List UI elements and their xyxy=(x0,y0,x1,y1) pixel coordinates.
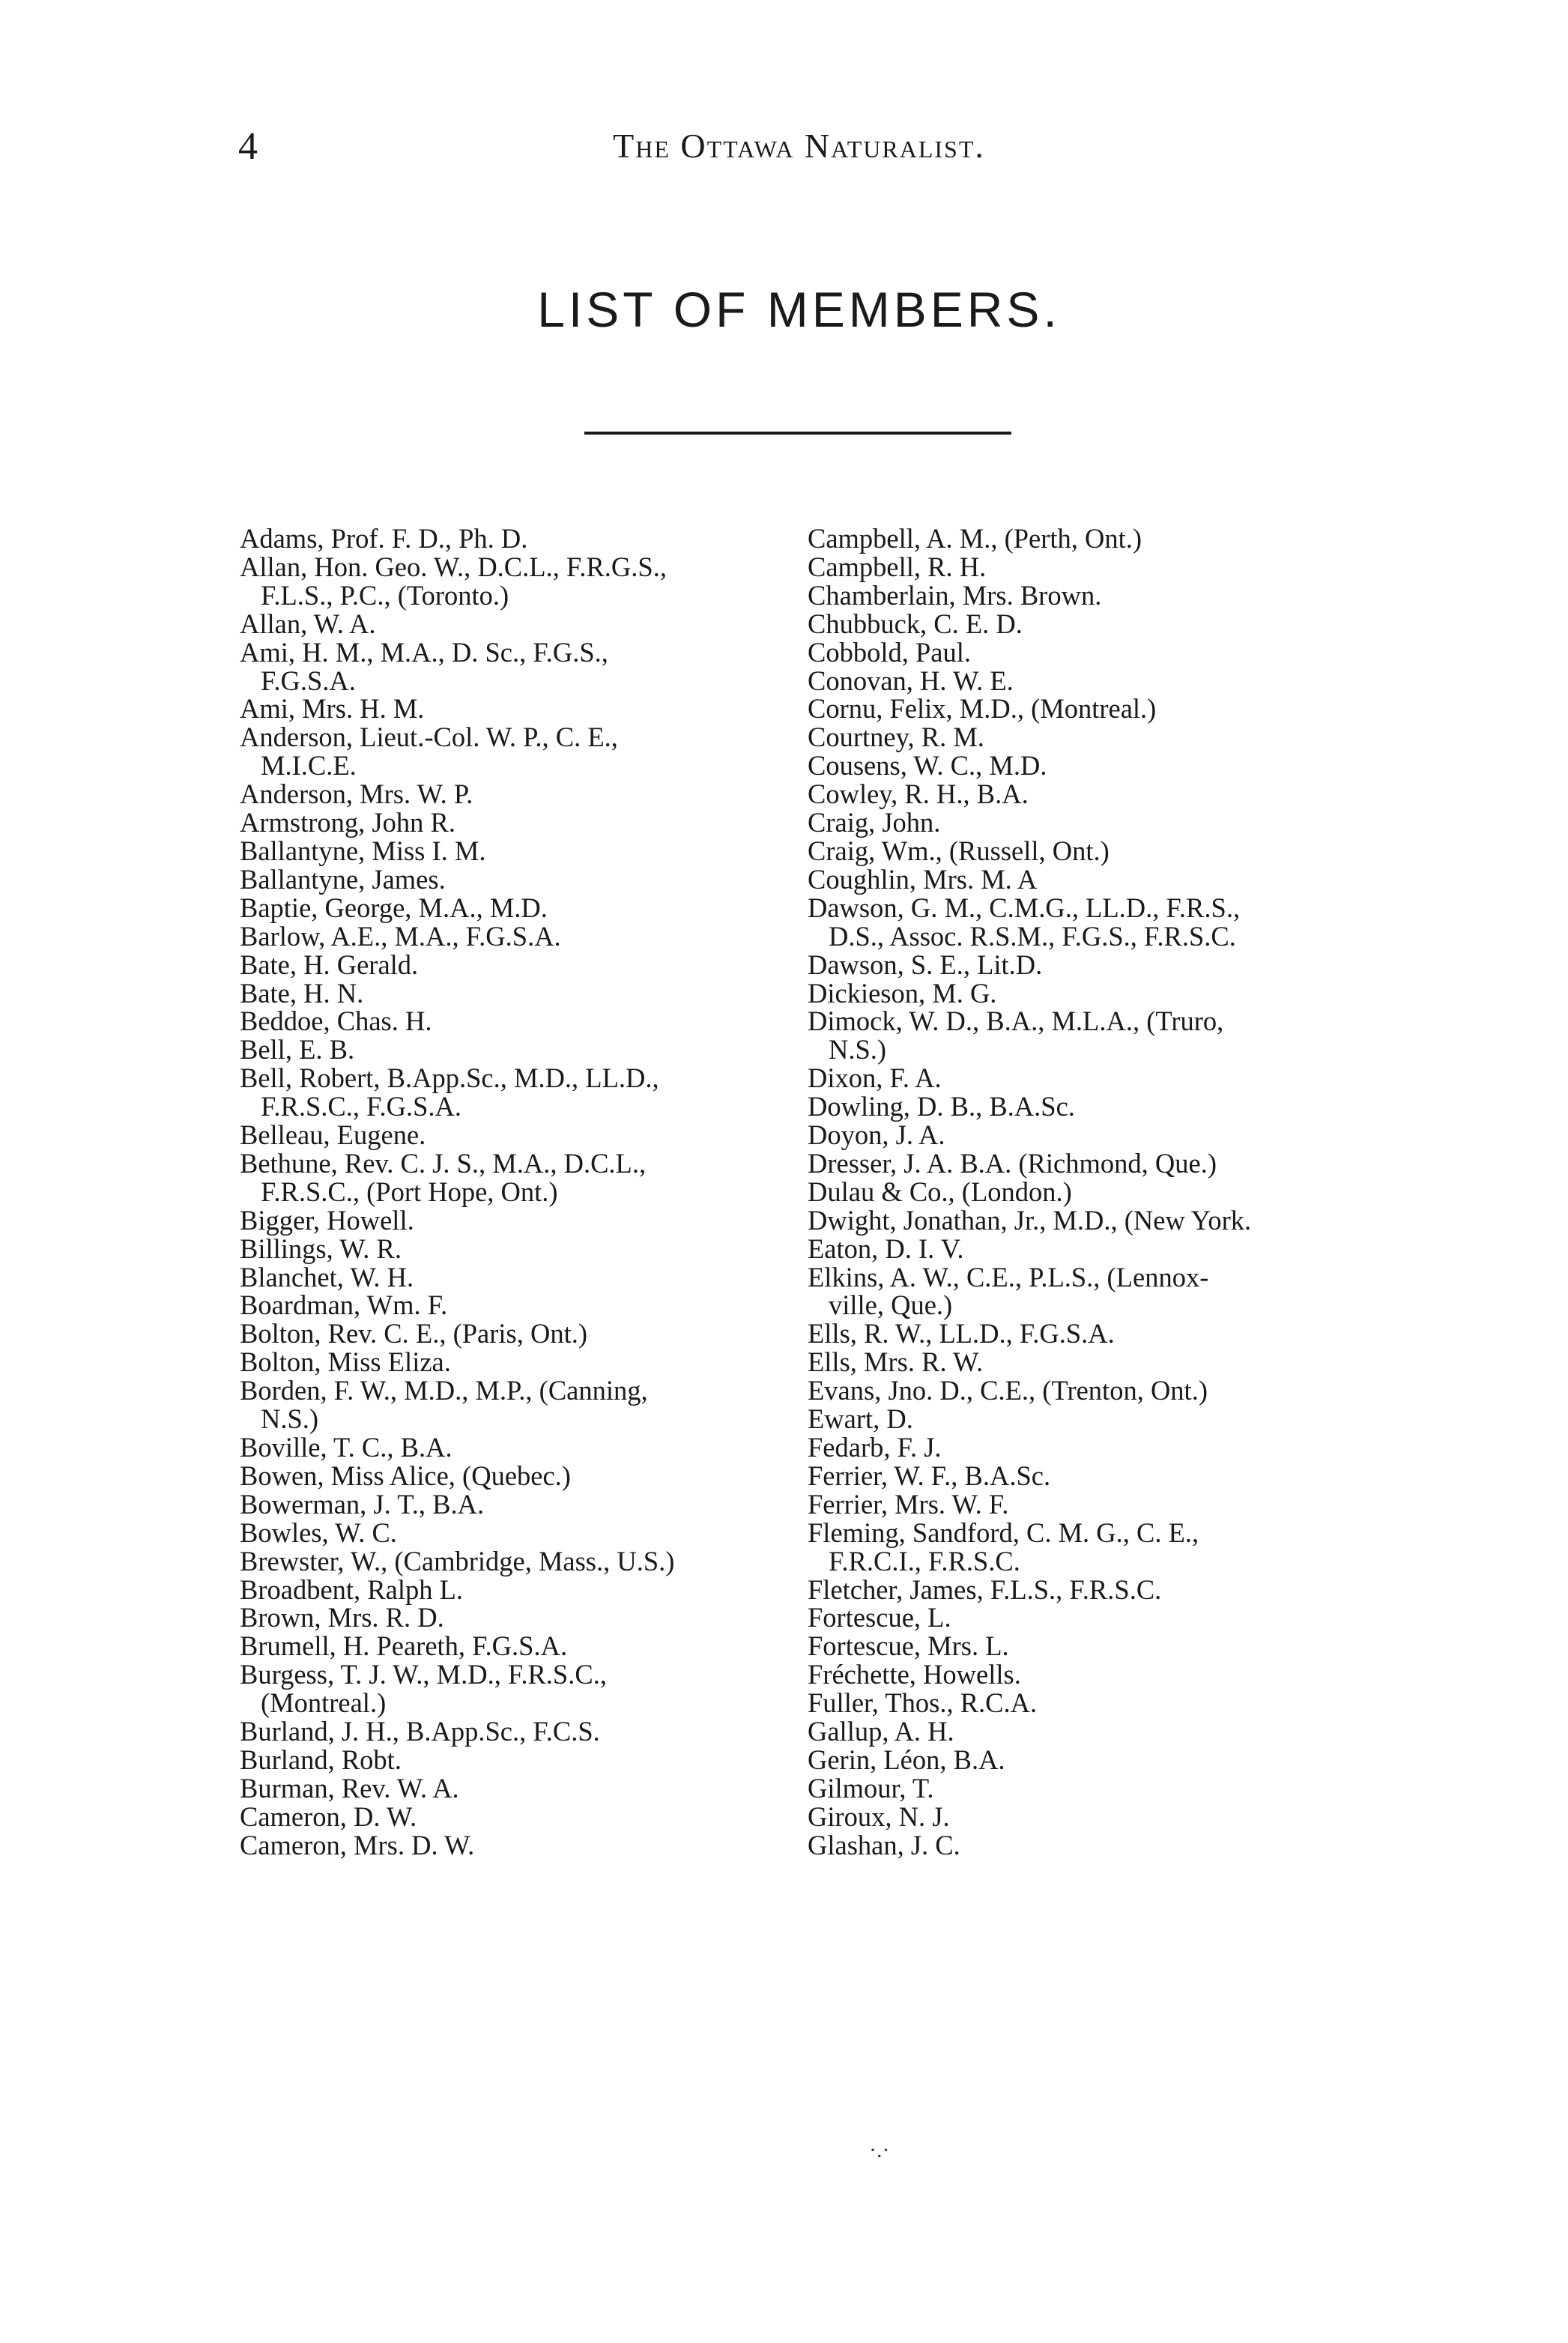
member-entry: Gerin, Léon, B.A. xyxy=(808,1744,1005,1775)
member-entry: Boville, T. C., B.A. xyxy=(240,1432,452,1463)
member-entry: Doyon, J. A. xyxy=(808,1119,945,1151)
member-entry: Dixon, F. A. xyxy=(808,1062,942,1094)
member-entry: Burland, J. H., B.App.Sc., F.C.S. xyxy=(240,1716,600,1747)
member-entry-continuation: ville, Que.) xyxy=(829,1290,953,1321)
member-entry: Elkins, A. W., C.E., P.L.S., (Lennox- xyxy=(808,1261,1209,1293)
member-entry: Allan, Hon. Geo. W., D.C.L., F.R.G.S., xyxy=(240,551,667,582)
member-entry: Craig, Wm., (Russell, Ont.) xyxy=(808,835,1110,866)
right-member-column xyxy=(808,524,1369,1860)
member-entry-continuation: F.R.S.C., (Port Hope, Ont.) xyxy=(261,1176,558,1207)
member-entry: Courtney, R. M. xyxy=(808,722,984,753)
member-entry: Fortescue, L. xyxy=(808,1602,951,1633)
member-entry: Cameron, Mrs. D. W. xyxy=(240,1829,475,1860)
member-entry: Glashan, J. C. xyxy=(808,1829,960,1860)
member-entry: Gilmour, T. xyxy=(808,1772,934,1804)
member-entry: Brown, Mrs. R. D. xyxy=(240,1602,444,1633)
member-entry: Cowley, R. H., B.A. xyxy=(808,779,1029,810)
member-entry: Dresser, J. A. B.A. (Richmond, Que.) xyxy=(808,1147,1217,1179)
member-entry: Ells, Mrs. R. W. xyxy=(808,1346,984,1378)
member-entry: Adams, Prof. F. D., Ph. D. xyxy=(240,523,528,554)
member-entry: Bethune, Rev. C. J. S., M.A., D.C.L., xyxy=(240,1147,647,1179)
member-entry: Bell, E. B. xyxy=(240,1034,355,1065)
member-entry: Ferrier, Mrs. W. F. xyxy=(808,1488,1009,1520)
member-entry: Brewster, W., (Cambridge, Mass., U.S.) xyxy=(240,1545,675,1576)
member-entry: Boardman, Wm. F. xyxy=(240,1290,448,1321)
member-entry: Broadbent, Ralph L. xyxy=(240,1573,464,1605)
member-entry: Bowles, W. C. xyxy=(240,1517,397,1548)
member-entry: Dawson, G. M., C.M.G., LL.D., F.R.S., xyxy=(808,892,1241,923)
member-entry: Fletcher, James, F.L.S., F.R.S.C. xyxy=(808,1573,1162,1605)
footer-mark: ·.· xyxy=(869,2138,890,2162)
member-entry: Ami, H. M., M.A., D. Sc., F.G.S., xyxy=(240,636,608,668)
member-entry: Belleau, Eugene. xyxy=(240,1119,426,1151)
member-entry: Bowen, Miss Alice, (Quebec.) xyxy=(240,1460,571,1491)
member-entry: Bolton, Miss Eliza. xyxy=(240,1346,451,1378)
left-member-column xyxy=(240,524,798,1860)
member-entry: Borden, F. W., M.D., M.P., (Canning, xyxy=(240,1375,648,1406)
member-entry-continuation: D.S., Assoc. R.S.M., F.G.S., F.R.S.C. xyxy=(829,920,1236,952)
member-entry: Fedarb, F. J. xyxy=(808,1432,942,1463)
member-entry-continuation: F.R.C.I., F.R.S.C. xyxy=(829,1545,1020,1576)
member-entry: Campbell, R. H. xyxy=(808,551,987,582)
running-head: The Ottawa Naturalist. xyxy=(613,127,985,165)
member-entry: Campbell, A. M., (Perth, Ont.) xyxy=(808,523,1142,554)
member-entry: Barlow, A.E., M.A., F.G.S.A. xyxy=(240,920,561,952)
member-entry: Baptie, George, M.A., M.D. xyxy=(240,892,548,923)
member-entry: Cousens, W. C., M.D. xyxy=(808,750,1047,781)
member-entry: Brumell, H. Peareth, F.G.S.A. xyxy=(240,1630,568,1662)
member-entry: Fuller, Thos., R.C.A. xyxy=(808,1687,1038,1719)
member-entry: Ballantyne, Miss I. M. xyxy=(240,835,486,866)
page-number: 4 xyxy=(238,125,258,168)
member-entry: Dulau & Co., (London.) xyxy=(808,1176,1072,1207)
member-entry: Fréchette, Howells. xyxy=(808,1659,1021,1690)
member-entry: Ewart, D. xyxy=(808,1403,913,1435)
member-entry: Bolton, Rev. C. E., (Paris, Ont.) xyxy=(240,1318,588,1349)
member-entry: Cameron, D. W. xyxy=(240,1801,417,1832)
member-entry: Beddoe, Chas. H. xyxy=(240,1006,432,1037)
member-entry-continuation: F.G.S.A. xyxy=(261,665,356,696)
member-entry: Armstrong, John R. xyxy=(240,807,455,838)
member-entry: Anderson, Lieut.-Col. W. P., C. E., xyxy=(240,722,618,753)
member-entry-continuation: N.S.) xyxy=(261,1403,319,1435)
member-entry-continuation: F.R.S.C., F.G.S.A. xyxy=(261,1091,462,1122)
member-entry: Bigger, Howell. xyxy=(240,1204,414,1236)
member-entry: Bate, H. N. xyxy=(240,977,364,1009)
member-entry: Bate, H. Gerald. xyxy=(240,949,419,980)
member-entry: Dimock, W. D., B.A., M.L.A., (Truro, xyxy=(808,1006,1224,1037)
member-entry: Chamberlain, Mrs. Brown. xyxy=(808,579,1102,611)
member-entry: Chubbuck, C. E. D. xyxy=(808,608,1023,639)
member-entry: Dickieson, M. G. xyxy=(808,977,997,1009)
member-entry: Ballantyne, James. xyxy=(240,863,446,895)
member-entry: Ami, Mrs. H. M. xyxy=(240,693,425,725)
member-entry: Ells, R. W., LL.D., F.G.S.A. xyxy=(808,1318,1115,1349)
member-entry: Craig, John. xyxy=(808,807,941,838)
member-entry: Allan, W. A. xyxy=(240,608,376,639)
member-entry: Evans, Jno. D., C.E., (Trenton, Ont.) xyxy=(808,1375,1208,1406)
title-rule xyxy=(584,432,1011,435)
member-entry: Anderson, Mrs. W. P. xyxy=(240,779,473,810)
member-entry: Cornu, Felix, M.D., (Montreal.) xyxy=(808,693,1157,725)
member-entry: Ferrier, W. F., B.A.Sc. xyxy=(808,1460,1051,1491)
member-entry: Blanchet, W. H. xyxy=(240,1261,414,1293)
member-entry: Cobbold, Paul. xyxy=(808,636,972,668)
member-entry: Burgess, T. J. W., M.D., F.R.S.C., xyxy=(240,1659,607,1690)
member-entry: Eaton, D. I. V. xyxy=(808,1233,964,1264)
member-entry-continuation: N.S.) xyxy=(829,1034,887,1065)
member-entry: Giroux, N. J. xyxy=(808,1801,950,1832)
member-entry: Fortescue, Mrs. L. xyxy=(808,1630,1009,1662)
member-entry: Burland, Robt. xyxy=(240,1744,402,1775)
member-entry: Dowling, D. B., B.A.Sc. xyxy=(808,1091,1075,1122)
member-entry-continuation: (Montreal.) xyxy=(261,1687,387,1719)
member-entry-continuation: F.L.S., P.C., (Toronto.) xyxy=(261,579,509,611)
member-entry: Dwight, Jonathan, Jr., M.D., (New York. xyxy=(808,1204,1252,1236)
member-entry: Burman, Rev. W. A. xyxy=(240,1772,459,1804)
member-entry: Conovan, H. W. E. xyxy=(808,665,1014,696)
member-entry: Gallup, A. H. xyxy=(808,1716,954,1747)
member-entry: Fleming, Sandford, C. M. G., C. E., xyxy=(808,1517,1199,1548)
member-entry-continuation: M.I.C.E. xyxy=(261,750,357,781)
page-title: LIST OF MEMBERS. xyxy=(537,282,1061,337)
member-entry: Coughlin, Mrs. M. A xyxy=(808,863,1038,895)
member-entry: Dawson, S. E., Lit.D. xyxy=(808,949,1043,980)
member-entry: Bowerman, J. T., B.A. xyxy=(240,1488,485,1520)
member-entry: Billings, W. R. xyxy=(240,1233,402,1264)
member-entry: Bell, Robert, B.App.Sc., M.D., LL.D., xyxy=(240,1062,659,1094)
